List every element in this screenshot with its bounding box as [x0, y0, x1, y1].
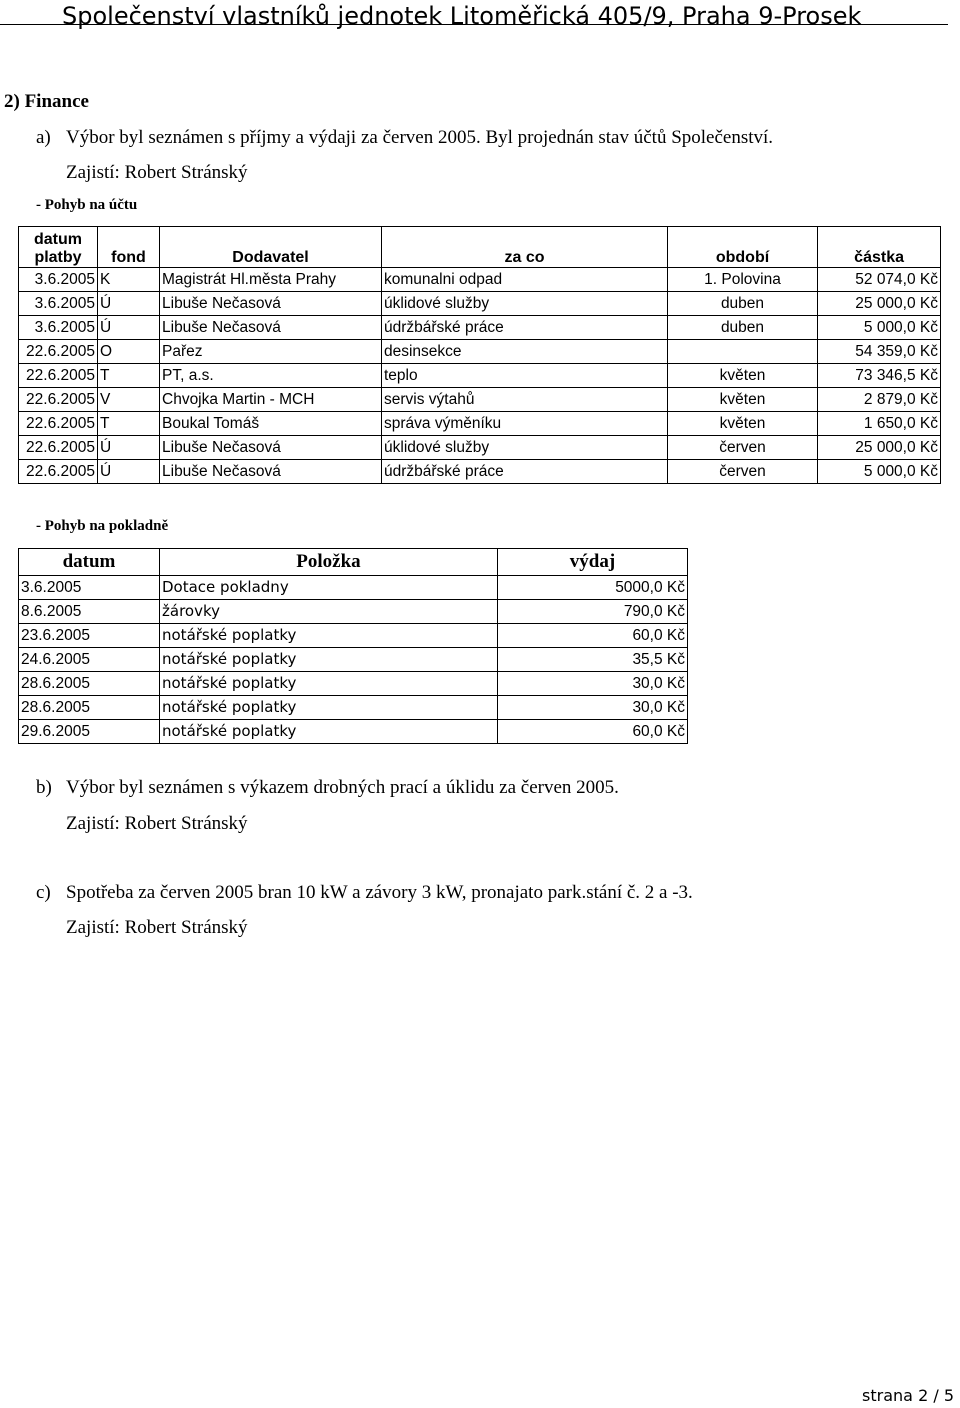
header-divider: [0, 24, 948, 25]
page-number: strana 2 / 5: [862, 1386, 954, 1405]
table-row: 24.6.2005 notářské poplatky 35,5 Kč: [19, 648, 688, 672]
header-cash-item: Položka: [160, 549, 498, 576]
section-heading: 2) Finance: [4, 91, 89, 112]
item-b-marker: b): [36, 777, 52, 798]
header-fund: fond: [98, 227, 160, 268]
table-row: 22.6.2005 Ú Libuše Nečasová úklidové služby červen 25 000,0 Kč: [19, 436, 941, 460]
table-row: 3.6.2005 Dotace pokladny 5000,0 Kč: [19, 576, 688, 600]
header-supplier: Dodavatel: [160, 227, 382, 268]
account-movement-label: - Pohyb na účtu: [36, 197, 138, 213]
header-date: datum platby: [19, 227, 98, 268]
cash-table: [18, 548, 688, 744]
table-row: 28.6.2005 notářské poplatky 30,0 Kč: [19, 672, 688, 696]
table-row: 23.6.2005 notářské poplatky 60,0 Kč: [19, 624, 688, 648]
item-a-text: Výbor byl seznámen s příjmy a výdaji za červen 2005. Byl projednán stav účtů Společenství.: [66, 127, 774, 148]
cash-movement-label: - Pohyb na pokladně: [36, 518, 169, 534]
item-a-marker: a): [36, 127, 51, 148]
item-c-text: Spotřeba za červen 2005 bran 10 kW a závory 3 kW, pronajato park.stání č. 2 a -3.: [66, 882, 693, 903]
table-row: 3.6.2005 K Magistrát Hl.města Prahy komunalni odpad 1. Polovina 52 074,0 Kč: [19, 268, 941, 292]
table-row: 28.6.2005 notářské poplatky 30,0 Kč: [19, 696, 688, 720]
table-row: 22.6.2005 Ú Libuše Nečasová údržbářské práce červen 5 000,0 Kč: [19, 460, 941, 484]
table-row: 8.6.2005 žárovky 790,0 Kč: [19, 600, 688, 624]
document-header-title: Společenství vlastníků jednotek Litoměřická 405/9, Praha 9-Prosek: [62, 2, 862, 30]
item-b-assignee: Zajistí: Robert Stránský: [66, 813, 248, 834]
table-row: 22.6.2005 T Boukal Tomáš správa výměníku květen 1 650,0 Kč: [19, 412, 941, 436]
table-row: 29.6.2005 notářské poplatky 60,0 Kč: [19, 720, 688, 744]
item-c-marker: c): [36, 882, 51, 903]
header-cash-expense: výdaj: [498, 549, 688, 576]
header-cash-date: datum: [19, 549, 160, 576]
table-row: 3.6.2005 Ú Libuše Nečasová údržbářské práce duben 5 000,0 Kč: [19, 316, 941, 340]
account-table-header: [19, 227, 941, 268]
table-row: 3.6.2005 Ú Libuše Nečasová úklidové služby duben 25 000,0 Kč: [19, 292, 941, 316]
item-a-assignee: Zajistí: Robert Stránský: [66, 162, 248, 183]
cash-table-header: [19, 549, 688, 576]
table-row: 22.6.2005 T PT, a.s. teplo květen 73 346,5 Kč: [19, 364, 941, 388]
item-c-assignee: Zajistí: Robert Stránský: [66, 917, 248, 938]
header-period: období: [668, 227, 818, 268]
table-row: 22.6.2005 V Chvojka Martin - MCH servis výtahů květen 2 879,0 Kč: [19, 388, 941, 412]
table-row: 22.6.2005 O Pařez desinsekce 54 359,0 Kč: [19, 340, 941, 364]
account-table: [18, 226, 941, 484]
header-amount: částka: [818, 227, 941, 268]
item-b-text: Výbor byl seznámen s výkazem drobných prací a úklidu za červen 2005.: [66, 777, 619, 798]
header-purpose: za co: [382, 227, 668, 268]
